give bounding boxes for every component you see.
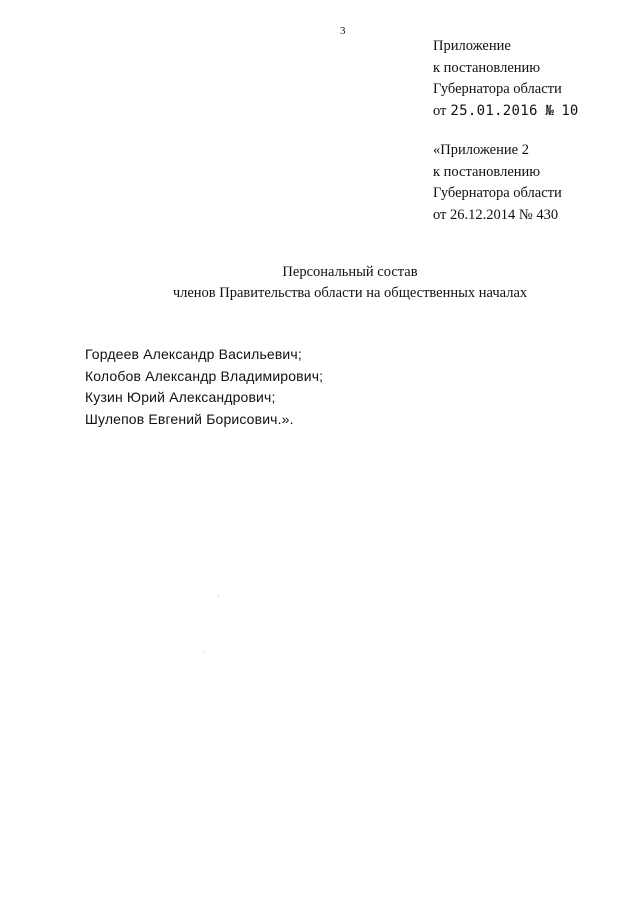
document-title: Персональный состав bbox=[282, 264, 418, 280]
annex-number: 10 bbox=[561, 102, 579, 119]
annex-label: Приложение bbox=[433, 38, 511, 54]
prior-annex-resolution-ref: к постановлению bbox=[433, 163, 541, 180]
annex-date-prefix: от bbox=[433, 102, 447, 119]
annex-authority: Губернатора области bbox=[433, 81, 562, 97]
annex-resolution-ref: к постановлению bbox=[433, 59, 541, 76]
page-number: 3 bbox=[340, 25, 346, 37]
prior-annex-date-line: от 26.12.2014 № 430 bbox=[433, 206, 559, 223]
annex-header-prior bbox=[433, 140, 562, 226]
member-item: Шулепов Евгений Борисович.». bbox=[85, 410, 294, 427]
document-subtitle: членов Правительства области на общественных началах bbox=[172, 285, 528, 301]
scan-speck bbox=[204, 651, 205, 652]
annex-header-current bbox=[433, 36, 578, 122]
prior-annex-authority: Губернатора области bbox=[433, 185, 562, 201]
members-list bbox=[85, 344, 323, 430]
member-item: Гордеев Александр Васильевич; bbox=[85, 346, 302, 362]
annex-date-stamp: 25.01.2016 bbox=[450, 102, 538, 119]
annex-number-sign: № bbox=[545, 102, 554, 119]
annex-date-line bbox=[433, 101, 578, 123]
scan-speck bbox=[218, 596, 219, 597]
member-item: Кузин Юрий Александрович; bbox=[85, 389, 276, 405]
prior-annex-label: «Приложение 2 bbox=[433, 142, 529, 158]
member-item: Колобов Александр Владимирович; bbox=[85, 367, 324, 384]
